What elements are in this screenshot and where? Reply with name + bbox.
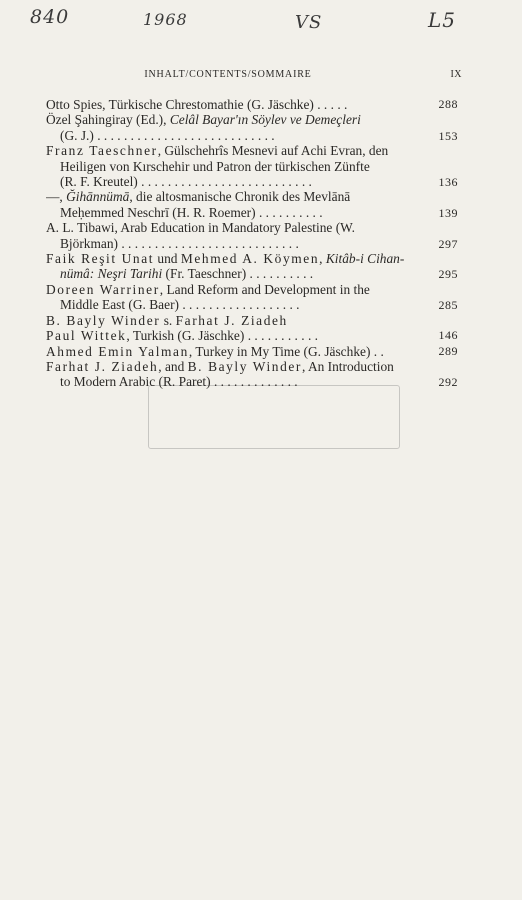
entry-author: B. Bayly Winder <box>187 358 302 374</box>
toc-entry <box>46 189 460 220</box>
entry-title-italic: Celâl Bayar'ın Söylev ve Demeçleri <box>169 112 361 128</box>
entry-author: B. Bayly Winder <box>46 312 161 328</box>
leader-dots: . . . . . <box>313 97 348 112</box>
entry-author: Franz Taeschner <box>46 143 158 159</box>
toc-entry <box>46 143 460 189</box>
entry-title-italic: Kitâb-i Cihan- <box>325 251 405 267</box>
entry-author: Ahmed Emin Yalman <box>46 343 189 359</box>
toc-entry-line <box>46 189 460 204</box>
toc-entry <box>46 359 460 390</box>
table-of-contents <box>46 97 460 390</box>
entry-text: Heiligen von Kırschehir und Patron der türkischen Zünfte <box>60 158 370 174</box>
entry-page-number: 295 <box>438 267 458 282</box>
entry-page-number: 139 <box>438 205 458 220</box>
entry-text: Meḥemmed Neschrī (H. R. Roemer) <box>60 204 256 220</box>
entry-text: , Land Reform and Development in the <box>159 281 370 297</box>
toc-entry-line <box>46 328 460 343</box>
entry-text: (Fr. Taeschner) <box>162 266 247 282</box>
entry-text: , and <box>158 358 188 374</box>
entry-text: Björkman) <box>60 235 119 251</box>
toc-entry <box>46 282 460 313</box>
entry-text: (R. F. Kreutel) <box>60 174 138 190</box>
entry-author: Doreen Warriner <box>46 281 160 297</box>
entry-author: Mehmed A. Köymen <box>180 251 320 267</box>
toc-entry-line <box>46 374 460 389</box>
entry-text: (G. J.) <box>60 127 94 143</box>
entry-page-number: 289 <box>438 343 458 358</box>
entry-text: Middle East (G. Baer) <box>60 297 179 313</box>
leader-dots: . . . . . . . . . . . . . . . . . . <box>179 297 300 313</box>
header-page-number: IX <box>450 69 462 80</box>
handwritten-mark-vs: VS <box>295 12 323 33</box>
entry-page-number: 285 <box>438 298 458 313</box>
entry-author: Farhat J. Ziadeh <box>175 312 288 328</box>
entry-text: A. L. Tibawi, Arab Education in Mandatory Palestine (W. <box>46 220 355 236</box>
entry-text: , Gülschehrîs Mesnevi auf Achi Evran, den <box>157 143 389 159</box>
toc-entry-line <box>46 159 460 174</box>
entry-page-number: 136 <box>438 175 458 190</box>
entry-author: Faik Reşit Unat <box>46 251 155 267</box>
entry-page-number: 146 <box>438 328 458 343</box>
entry-author: Farhat J. Ziadeh <box>46 358 159 374</box>
entry-text: , Turkey in My Time (G. Jäschke) <box>188 343 371 359</box>
toc-entry-line <box>46 344 460 359</box>
toc-entry <box>46 313 460 328</box>
leader-dots: . . . . . . . . . . . . . . . . . . . . . . . . . . <box>137 174 312 190</box>
toc-entry-line <box>46 128 460 143</box>
entry-text: —, <box>46 189 67 205</box>
toc-entry <box>46 328 460 343</box>
entry-title-italic: nümâ: Neşri Tarihi <box>60 266 163 282</box>
toc-entry-line <box>46 205 460 220</box>
leader-dots: . . . . . . . . . . . <box>244 328 318 344</box>
toc-entry-line <box>46 282 460 297</box>
entry-page-number: 297 <box>438 236 458 251</box>
toc-entry-line <box>46 174 460 189</box>
entry-text: , <box>319 251 326 267</box>
handwritten-year: 1968 <box>143 10 188 29</box>
running-header <box>48 69 462 83</box>
toc-entry-line <box>46 266 460 281</box>
library-stamp <box>148 385 400 449</box>
leader-dots: . . . . . . . . . . . . . . . . . . . . . . . . . . . <box>118 235 299 251</box>
leader-dots: . . . . . . . . . . <box>255 204 323 220</box>
entry-text: Özel Şahingiray (Ed.), <box>46 112 170 128</box>
entry-author: Paul Wittek <box>46 328 127 344</box>
toc-entry <box>46 112 460 143</box>
handwritten-mark-l5: L5 <box>428 8 457 32</box>
entry-text: to Modern Arabic (R. Paret) <box>60 374 211 390</box>
leader-dots: . . . . . . . . . . <box>246 266 314 282</box>
entry-text: s. <box>160 312 176 328</box>
leader-dots: . . <box>370 343 384 359</box>
toc-entry-line <box>46 297 460 312</box>
entry-page-number: 292 <box>438 375 458 390</box>
entry-text: Otto Spies, Türkische Chrestomathie (G. Jäschke) <box>46 97 314 112</box>
handwritten-number-left: 840 <box>30 6 70 28</box>
toc-entry-line <box>46 251 460 266</box>
toc-entry-line <box>46 112 460 127</box>
entry-text: und <box>154 251 181 267</box>
entry-title-italic: Ğihānnümā <box>66 189 130 205</box>
entry-page-number: 153 <box>438 128 458 143</box>
toc-entry <box>46 344 460 359</box>
leader-dots: . . . . . . . . . . . . . <box>210 374 298 390</box>
toc-entry-line <box>46 236 460 251</box>
toc-entry-line <box>46 313 460 328</box>
toc-entry <box>46 97 460 112</box>
toc-entry-line <box>46 97 460 112</box>
entry-text: , An Introduction <box>301 358 394 374</box>
entry-text: , die altosmanische Chronik des Mevlānā <box>129 189 351 205</box>
toc-entry <box>46 220 460 251</box>
toc-entry-line <box>46 220 460 235</box>
leader-dots: . . . . . . . . . . . . . . . . . . . . . . . . . . . <box>93 127 275 143</box>
entry-text: , Turkish (G. Jäschke) <box>126 328 245 344</box>
entry-page-number: 288 <box>438 97 458 111</box>
header-title: INHALT/CONTENTS/SOMMAIRE <box>144 69 312 80</box>
toc-entry-line <box>46 143 460 158</box>
toc-entry-line <box>46 359 460 374</box>
toc-entry <box>46 251 460 282</box>
